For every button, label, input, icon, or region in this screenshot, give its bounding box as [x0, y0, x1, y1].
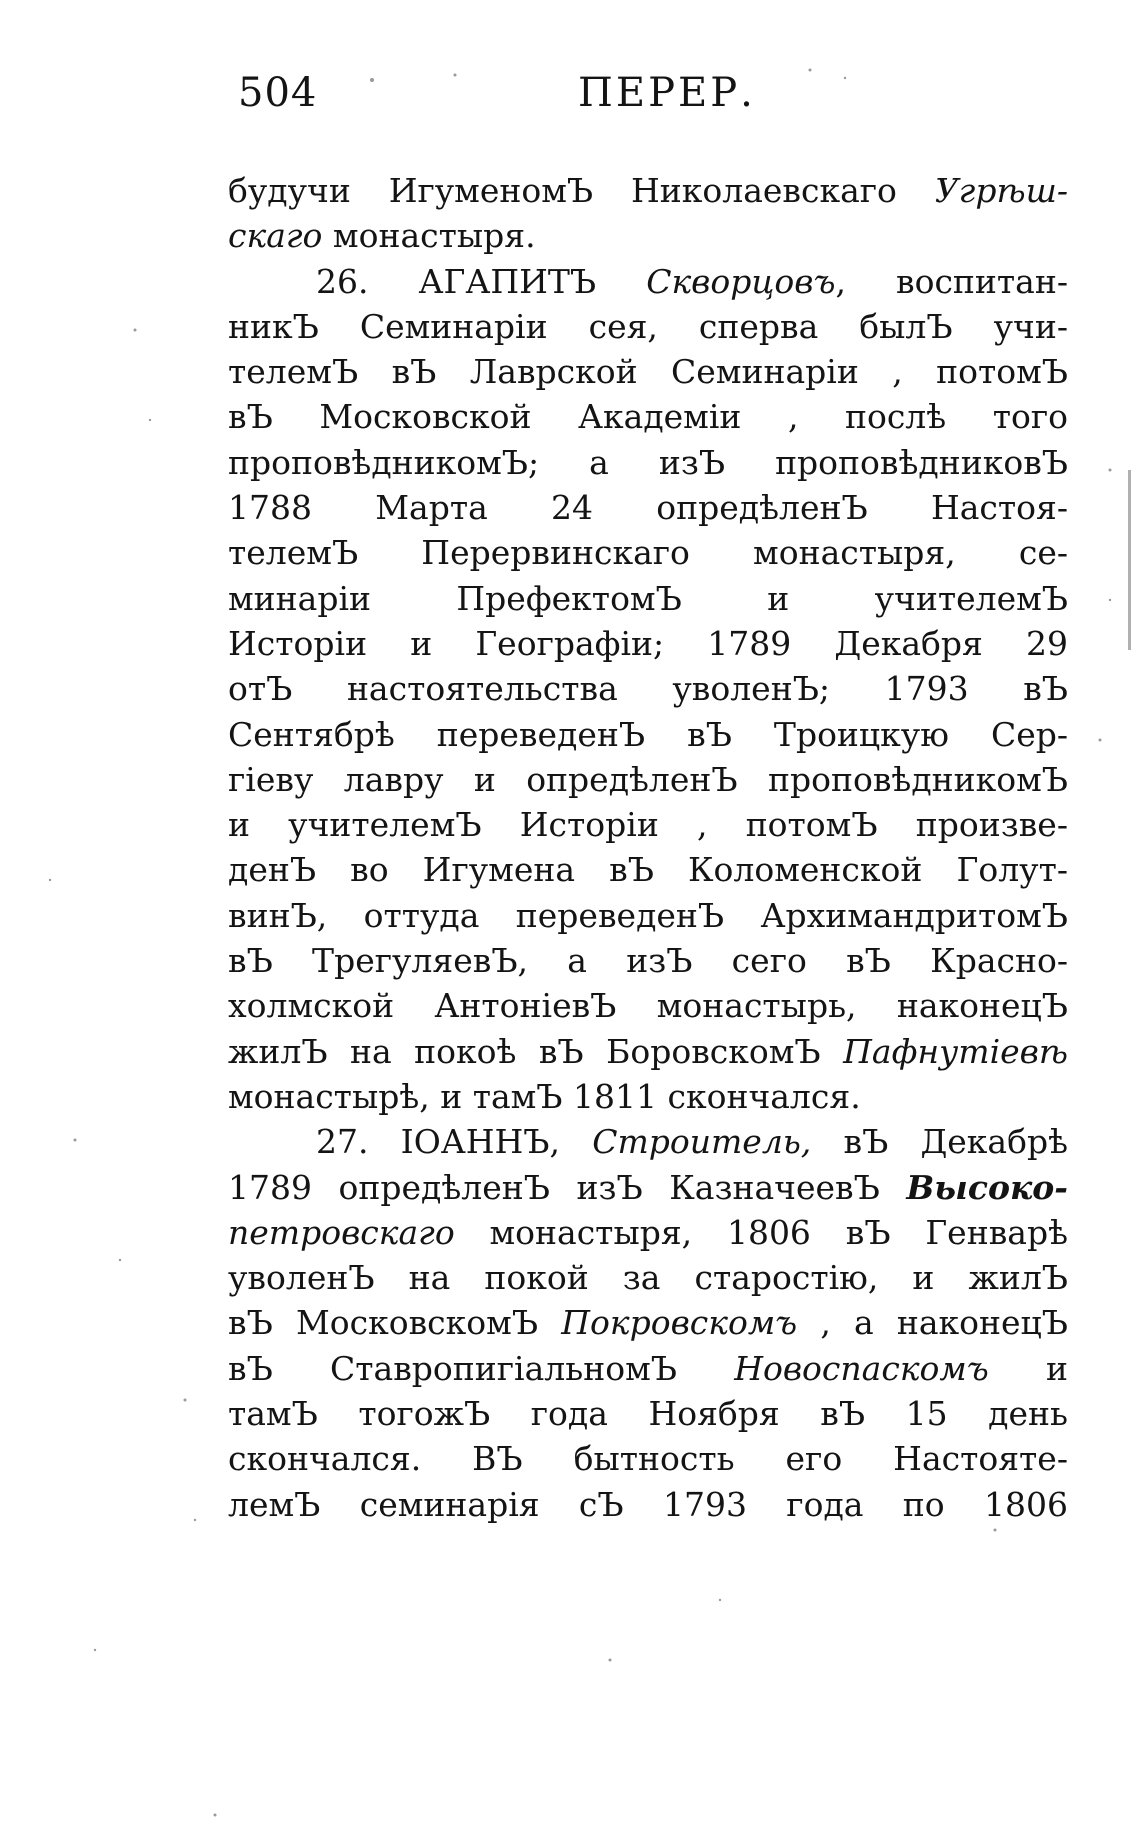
text-line [228, 213, 1068, 258]
text-line: тамЪ тогожЪ года Ноября вЪ 15 день [228, 1394, 1068, 1434]
text-line: холмской АнтоніевЪ монастырь, наконецЪ [228, 986, 1068, 1026]
text-line: лемЪ семинарія сЪ 1793 года по 1806 [228, 1484, 1068, 1524]
italic-span: петровскаго [228, 1212, 455, 1252]
italic-span: Строитель, [592, 1122, 812, 1162]
text-line [228, 1346, 1068, 1391]
text-span: вЪ СтавропигіальномЪ [228, 1348, 677, 1388]
text-line: телемЪ Перервинскаго монастыря, се- [228, 533, 1068, 573]
italic-span: Покровскомъ [561, 1303, 798, 1343]
text-span: монастыря, 1806 вЪ Генварѣ [489, 1212, 1068, 1252]
running-head: ПЕРЕР. [578, 70, 756, 116]
text-line: монастырѣ, и тамЪ 1811 скончался. [228, 1076, 861, 1116]
italic-span: Угрѣш- [934, 171, 1068, 210]
italic-span: Скворцовъ [646, 261, 836, 301]
text-span: жилЪ на покоѣ вЪ БоровскомЪ [228, 1031, 821, 1071]
text-line: и учителемЪ Исторіи , потомЪ произве- [228, 805, 1068, 845]
page-number: 504 [238, 70, 318, 116]
text-line: телемЪ вЪ Лаврской Семинаріи , потомЪ [228, 352, 1068, 392]
text-line [228, 168, 1068, 213]
italic-span: Пафнутіевѣ [843, 1031, 1068, 1071]
text-line [228, 1165, 1068, 1210]
text-span: вЪ МосковскомЪ [228, 1303, 539, 1343]
text-span: будучи ИгуменомЪ Николаевскаго [228, 171, 897, 210]
entry-number: 26. [316, 261, 369, 301]
text-span: и [1045, 1348, 1068, 1388]
entry-name: АГАПИТЪ [418, 261, 597, 301]
text-line [228, 1029, 1068, 1074]
entry-number: 27. [316, 1122, 369, 1162]
italic-span: скаго [228, 216, 323, 256]
text-line: вЪ ТрегуляевЪ, а изЪ сего вЪ Красно- [228, 941, 1068, 981]
text-line: винЪ, оттуда переведенЪ АрхимандритомЪ [228, 895, 1068, 935]
text-line: вЪ Московской Академіи , послѣ того [228, 397, 1068, 437]
text-span: 1789 опредѣленЪ изЪ КазначеевЪ [228, 1167, 880, 1207]
italic-span: Новоспаскомъ [734, 1348, 989, 1388]
text-line: Исторіи и Географіи; 1789 Декабря 29 [228, 623, 1068, 663]
entry-heading-27 [228, 1119, 1068, 1164]
text-span: монастыря. [332, 216, 536, 256]
text-line: 1788 Марта 24 опредѣленЪ Настоя- [228, 488, 1068, 528]
text-line: минаріи ПрефектомЪ и учителемЪ [228, 578, 1068, 618]
text-line: уволенЪ на покой за старостію, и жилЪ [228, 1258, 1068, 1298]
entry-heading-26 [228, 259, 1068, 304]
body-text [228, 168, 1068, 1527]
text-line: Сентябрѣ переведенЪ вЪ Троицкую Сер- [228, 714, 1068, 754]
text-line [228, 1210, 1068, 1255]
text-span: , воспитан- [835, 261, 1068, 301]
text-line: отЪ настоятельства уволенЪ; 1793 вЪ [228, 669, 1068, 709]
text-line: скончался. ВЪ бытность его Настояте- [228, 1439, 1068, 1479]
text-span: , а наконецЪ [820, 1303, 1068, 1343]
text-line: проповѣдникомЪ; а изЪ проповѣдниковЪ [228, 442, 1068, 482]
text-span: вЪ Декабрѣ [843, 1122, 1069, 1162]
entry-name: ІОАННЪ, [400, 1122, 561, 1162]
text-line [228, 1300, 1068, 1345]
text-line: никЪ Семинаріи сея, сперва былЪ учи- [228, 306, 1068, 346]
page-header [238, 70, 1038, 130]
text-line: гіеву лавру и опредѣленЪ проповѣдникомЪ [228, 759, 1068, 799]
text-line: денЪ во Игумена вЪ Коломенской Голут- [228, 850, 1068, 890]
italic-span: Высоко- [906, 1167, 1068, 1207]
